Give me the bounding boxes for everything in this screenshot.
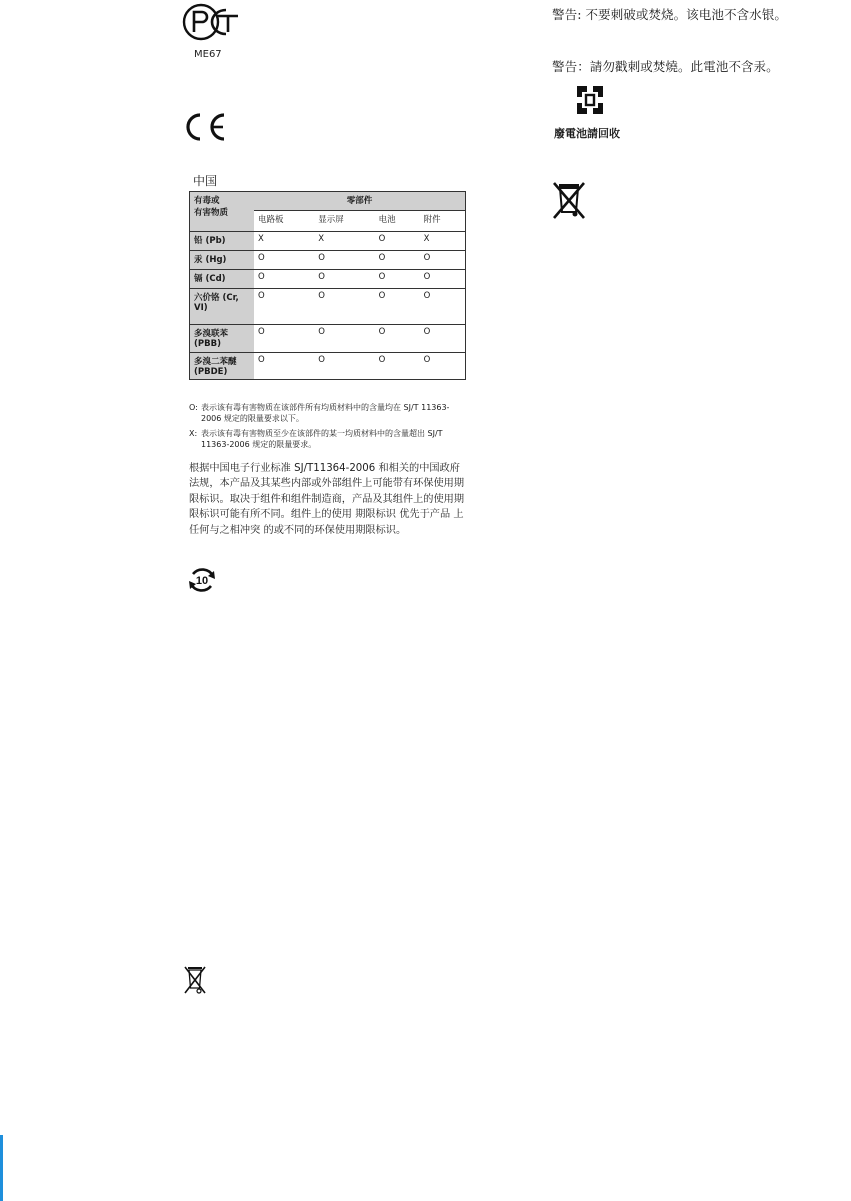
substance-name: 铅 (Pb) — [190, 232, 255, 251]
column-header: 显示屏 — [314, 211, 374, 232]
table-row — [190, 289, 466, 325]
margin-bar — [0, 1135, 3, 1201]
table-corner-header — [190, 192, 255, 232]
table-cell: O — [420, 251, 466, 270]
table-cell: O — [420, 270, 466, 289]
table-row — [190, 251, 466, 270]
note-tag: O: — [189, 403, 198, 412]
table-cell: X — [420, 232, 466, 251]
table-row — [190, 270, 466, 289]
recycle-label: 廢電池請回收 — [554, 127, 620, 140]
note-text: 表示该有毒有害物质在该部件所有均质材料中的含量均在 SJ/T 11363-2006 规定的限量要求以下。 — [201, 403, 450, 423]
pct-certification-icon — [182, 2, 242, 42]
crossed-out-wheelie-bin-icon — [551, 180, 587, 220]
battery-warning-traditional: 警告：請勿戳刺或焚燒。此電池不含汞。 — [552, 59, 779, 74]
efup-statement: 根据中国电子行业标准 SJ/T11364-2006 和相关的中国政府法规，本产品及其某些内部或外部组件上可能带有环保使用期限标识。取决于组件和组件制造商，产品及其组件上的使用期限标识可能有所不同。组件上的使用 期限标识 优先于产品 上任何与之相冲突 的或不同的环保使用期限标识。 — [189, 463, 465, 536]
substance-name: 六价铬 (Cr, VI) — [190, 289, 255, 325]
substance-name: 镉 (Cd) — [190, 270, 255, 289]
note-tag: X: — [189, 429, 198, 438]
column-header: 电池 — [375, 211, 420, 232]
table-cell: O — [375, 270, 420, 289]
table-cell: O — [420, 353, 466, 380]
table-row — [190, 232, 466, 251]
table-cell: O — [375, 289, 420, 325]
table-cell: O — [314, 289, 374, 325]
table-header-row — [190, 192, 466, 211]
table-note-x — [189, 428, 471, 450]
efup-number: 10 — [195, 575, 209, 587]
table-cell: O — [254, 289, 314, 325]
table-cell: O — [314, 353, 374, 380]
corner-line-1: 有毒或 — [194, 196, 220, 206]
environment-friendly-use-period-icon — [187, 565, 217, 595]
table-cell: O — [375, 325, 420, 353]
table-cell: O — [375, 232, 420, 251]
substance-name: 汞 (Hg) — [190, 251, 255, 270]
table-cell: X — [254, 232, 314, 251]
substance-name: 多溴二苯醚 (PBDE) — [190, 353, 255, 380]
battery-warning-simplified: 警告: 不要刺破或焚烧。该电池不含水银。 — [552, 7, 787, 22]
table-row — [190, 353, 466, 380]
table-cell: O — [420, 289, 466, 325]
pct-code: ME67 — [194, 49, 222, 60]
table-cell: O — [375, 251, 420, 270]
corner-line-2: 有害物质 — [194, 208, 229, 218]
note-text: 表示该有毒有害物质至少在该部件的某一均质材料中的含量超出 SJ/T 11363-2006 规定的限量要求。 — [201, 429, 443, 449]
parts-group-header: 零部件 — [254, 192, 466, 211]
table-cell: O — [254, 353, 314, 380]
table-cell: O — [314, 251, 374, 270]
china-heading: 中国 — [193, 174, 218, 188]
ce-mark-icon — [184, 112, 228, 142]
column-header: 电路板 — [254, 211, 314, 232]
table-cell: O — [314, 325, 374, 353]
table-cell: O — [314, 270, 374, 289]
table-cell: O — [254, 325, 314, 353]
substance-name: 多溴联苯 (PBB) — [190, 325, 255, 353]
hazardous-substances-table — [189, 191, 466, 380]
battery-recycle-icon — [573, 82, 607, 118]
crossed-out-wheelie-bin-icon — [183, 964, 207, 996]
column-header: 附件 — [420, 211, 466, 232]
table-cell: O — [254, 251, 314, 270]
table-cell: O — [254, 270, 314, 289]
table-cell: O — [375, 353, 420, 380]
table-row — [190, 325, 466, 353]
table-cell: X — [314, 232, 374, 251]
table-cell: O — [420, 325, 466, 353]
table-note-o — [189, 402, 471, 424]
